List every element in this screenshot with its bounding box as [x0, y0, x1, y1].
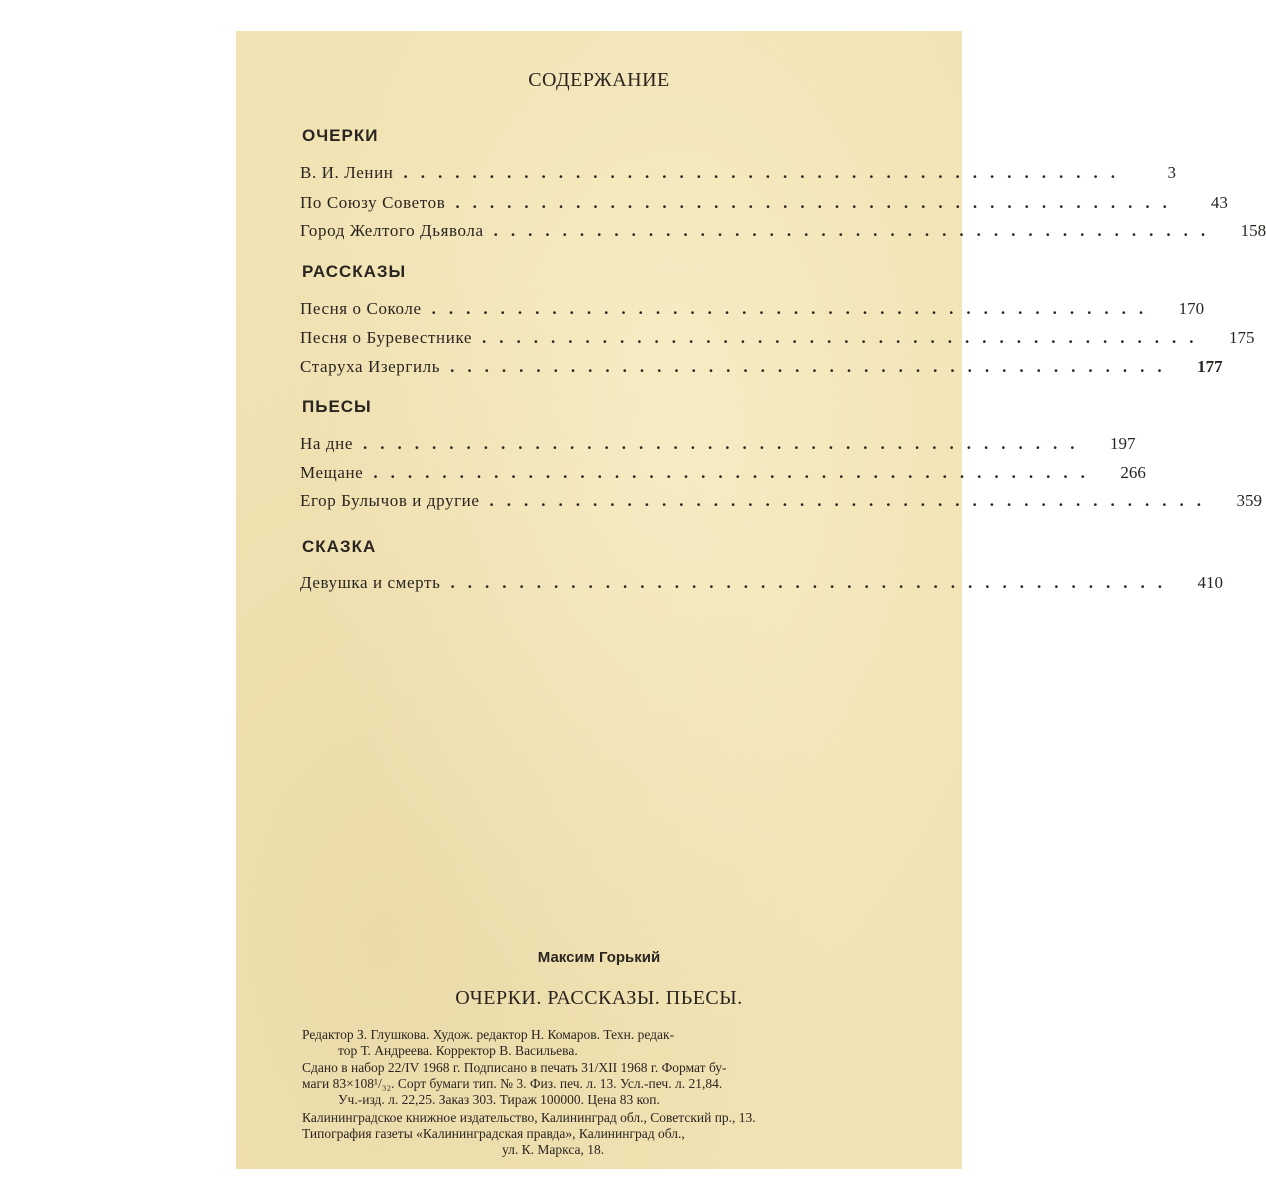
toc-entry-page: 359	[1236, 491, 1262, 510]
contents-heading: СОДЕРЖАНИЕ	[528, 69, 670, 91]
toc-entry-title: Песня о Буревестнике	[300, 328, 473, 347]
publisher-line: Калининградское книжное издательство, Калининград обл., Советский пр., 13.	[302, 1110, 756, 1125]
print-info-line: Сдано в набор 22/IV 1968 г. Подписано в печать 31/XII 1968 г. Формат бу-	[302, 1060, 727, 1075]
print-info-line: маги 83×108¹/₃₂. Сорт бумаги тип. № 3. Физ. печ. л. 13. Усл.-печ. л. 21,84.	[302, 1076, 723, 1091]
print-info-line: Уч.-изд. л. 22,25. Заказ 303. Тираж 100000. Цена 83 коп.	[338, 1092, 660, 1107]
toc-entry-page: 410	[1197, 573, 1223, 592]
book-page	[236, 31, 1266, 1169]
toc-entry-title: На дне	[300, 434, 353, 453]
leader-dots: ..........................................	[489, 491, 1214, 510]
toc-entry	[300, 463, 1146, 487]
credits-line: тор Т. Андреева. Корректор В. Васильева.	[338, 1043, 578, 1058]
section-title-pesy: ПЬЕСЫ	[302, 397, 372, 416]
print-info-block	[302, 1060, 937, 1108]
toc-entry-page: 177	[1197, 357, 1223, 376]
leader-dots: ..........................................	[373, 463, 1098, 482]
credits-block	[302, 1027, 937, 1059]
leader-dots: ..........................................	[450, 357, 1175, 376]
toc-entry	[300, 573, 1223, 597]
toc-entry-page: 175	[1229, 328, 1255, 347]
toc-entry	[300, 491, 1262, 515]
toc-entry-title: Егор Булычов и другие	[300, 491, 480, 510]
section-title-ocherki: ОЧЕРКИ	[302, 126, 379, 145]
toc-entry-page: 266	[1120, 463, 1146, 482]
toc-entry-page: 170	[1178, 299, 1205, 318]
toc-entry	[300, 434, 1136, 458]
toc-entry-title: По Союзу Советов	[300, 193, 446, 212]
section-title-skazka: СКАЗКА	[302, 537, 377, 556]
toc-entry	[300, 221, 1266, 245]
publisher-block	[302, 1110, 937, 1158]
section-title-rasskazy: РАССКАЗЫ	[302, 262, 407, 281]
leader-dots: ..........................................	[482, 328, 1207, 347]
leader-dots: ..........................................	[362, 434, 1088, 453]
book-title: ОЧЕРКИ. РАССКАЗЫ. ПЬЕСЫ.	[455, 987, 743, 1009]
publisher-line: Типография газеты «Калининградская правда», Калининград обл.,	[302, 1126, 685, 1141]
toc-entry-title: Песня о Соколе	[300, 299, 422, 318]
credits-line: Редактор З. Глушкова. Худож. редактор Н. Комаров. Техн. редак-	[302, 1027, 675, 1042]
toc-entry	[300, 193, 1228, 217]
toc-entry-title: В. И. Ленин	[300, 163, 394, 182]
toc-entry-page: 3	[1167, 163, 1176, 182]
toc-entry-title: Старуха Изергиль	[300, 357, 441, 376]
toc-entry-title: Девушка и смерть	[300, 573, 441, 592]
toc-entry	[300, 357, 1223, 381]
toc-entry	[300, 163, 1176, 187]
toc-entry-title: Город Желтого Дьявола	[300, 221, 484, 240]
leader-dots: ..........................................	[450, 573, 1175, 592]
toc-entry-page: 197	[1109, 434, 1136, 453]
leader-dots: ..........................................	[431, 299, 1157, 318]
toc-entry	[300, 328, 1255, 352]
author-name: Максим Горький	[537, 949, 661, 966]
leader-dots: ..........................................	[493, 221, 1219, 240]
toc-entry-title: Мещане	[300, 463, 364, 482]
leader-dots: ..........................................	[403, 163, 1128, 182]
publisher-line: ул. К. Маркса, 18.	[502, 1142, 605, 1157]
toc-entry	[300, 299, 1205, 323]
toc-entry-page: 43	[1210, 193, 1228, 212]
toc-entry-page: 158	[1240, 221, 1266, 240]
leader-dots: ..........................................	[455, 193, 1180, 212]
